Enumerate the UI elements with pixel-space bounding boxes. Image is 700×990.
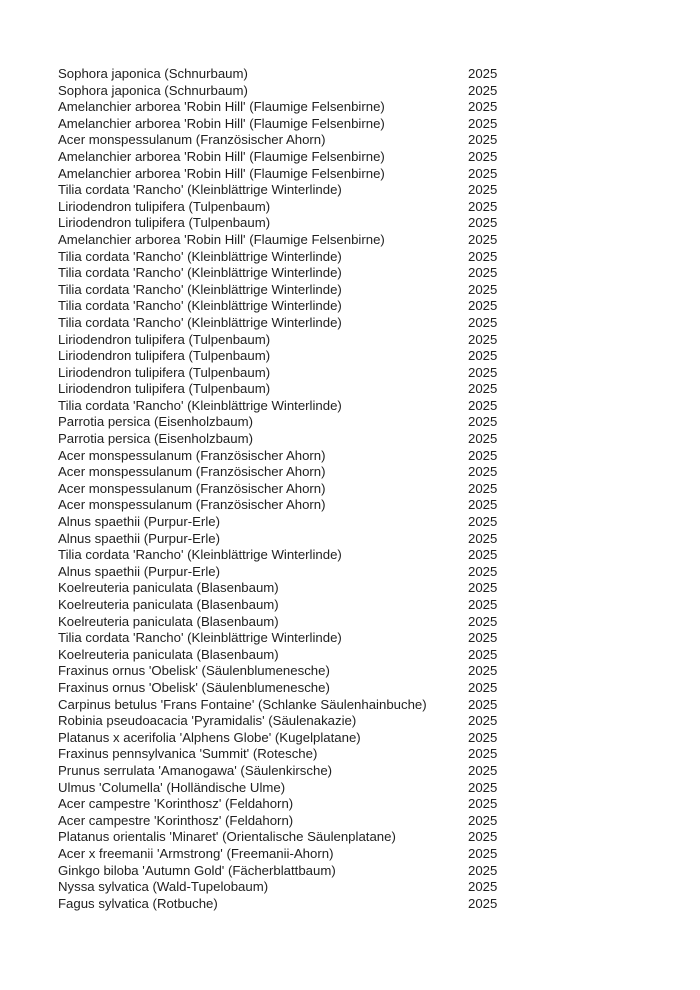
- species-cell: Tilia cordata 'Rancho' (Kleinblättrige Winterlinde): [58, 298, 342, 314]
- year-cell: 2025: [468, 132, 498, 148]
- table-row: [0, 730, 700, 747]
- table-row: [0, 846, 700, 863]
- table-row: [0, 315, 700, 332]
- year-cell: 2025: [468, 381, 498, 397]
- species-cell: Amelanchier arborea 'Robin Hill' (Flaumige Felsenbirne): [58, 99, 385, 115]
- year-cell: 2025: [468, 215, 498, 231]
- table-row: [0, 182, 700, 199]
- species-cell: Ulmus 'Columella' (Holländische Ulme): [58, 779, 286, 795]
- table-row: [0, 796, 700, 813]
- table-row: [0, 829, 700, 846]
- year-cell: 2025: [468, 348, 498, 364]
- table-row: [0, 763, 700, 780]
- year-cell: 2025: [468, 580, 498, 596]
- species-cell: Liriodendron tulipifera (Tulpenbaum): [58, 215, 271, 231]
- year-cell: 2025: [468, 895, 498, 911]
- table-row: [0, 215, 700, 232]
- species-cell: Parrotia persica (Eisenholzbaum): [58, 414, 253, 430]
- year-cell: 2025: [468, 713, 498, 729]
- species-cell: Prunus serrulata 'Amanogawa' (Säulenkirsche): [58, 762, 333, 778]
- year-cell: 2025: [468, 82, 498, 98]
- table-row: [0, 813, 700, 830]
- species-cell: Alnus spaethii (Purpur-Erle): [58, 514, 220, 530]
- year-cell: 2025: [468, 563, 498, 579]
- table-row: [0, 116, 700, 133]
- table-row: [0, 697, 700, 714]
- species-cell: Tilia cordata 'Rancho' (Kleinblättrige Winterlinde): [58, 281, 342, 297]
- table-row: [0, 149, 700, 166]
- year-cell: 2025: [468, 547, 498, 563]
- table-row: [0, 381, 700, 398]
- species-cell: Liriodendron tulipifera (Tulpenbaum): [58, 331, 271, 347]
- table-row: [0, 531, 700, 548]
- year-cell: 2025: [468, 66, 498, 81]
- table-row: [0, 663, 700, 680]
- species-cell: Koelreuteria paniculata (Blasenbaum): [58, 580, 279, 596]
- year-cell: 2025: [468, 613, 498, 629]
- year-cell: 2025: [468, 829, 498, 845]
- table-row: [0, 83, 700, 100]
- table-row: [0, 265, 700, 282]
- species-cell: Alnus spaethii (Purpur-Erle): [58, 530, 220, 546]
- year-cell: 2025: [468, 746, 498, 762]
- year-cell: 2025: [468, 845, 498, 861]
- table-row: [0, 564, 700, 581]
- table-row: [0, 497, 700, 514]
- species-cell: Liriodendron tulipifera (Tulpenbaum): [58, 364, 271, 380]
- year-cell: 2025: [468, 414, 498, 430]
- table-row: [0, 647, 700, 664]
- year-cell: 2025: [468, 165, 498, 181]
- table-row: [0, 332, 700, 349]
- table-row: [0, 132, 700, 149]
- species-cell: Koelreuteria paniculata (Blasenbaum): [58, 613, 279, 629]
- year-cell: 2025: [468, 314, 498, 330]
- species-cell: Parrotia persica (Eisenholzbaum): [58, 431, 253, 447]
- table-row: [0, 365, 700, 382]
- species-cell: Amelanchier arborea 'Robin Hill' (Flaumige Felsenbirne): [58, 148, 385, 164]
- table-row: [0, 232, 700, 249]
- species-cell: Fraxinus ornus 'Obelisk' (Säulenblumenesche): [58, 663, 330, 679]
- species-cell: Koelreuteria paniculata (Blasenbaum): [58, 646, 279, 662]
- year-cell: 2025: [468, 514, 498, 530]
- year-cell: 2025: [468, 796, 498, 812]
- table-row: [0, 580, 700, 597]
- species-cell: Acer x freemanii 'Armstrong' (Freemanii-Ahorn): [58, 845, 334, 861]
- table-row: [0, 879, 700, 896]
- species-cell: Sophora japonica (Schnurbaum): [58, 82, 248, 98]
- table-row: [0, 199, 700, 216]
- table-row: [0, 481, 700, 498]
- year-cell: 2025: [468, 364, 498, 380]
- species-cell: Fraxinus ornus 'Obelisk' (Säulenblumenesche): [58, 679, 330, 695]
- year-cell: 2025: [468, 762, 498, 778]
- year-cell: 2025: [468, 464, 498, 480]
- species-cell: Amelanchier arborea 'Robin Hill' (Flaumige Felsenbirne): [58, 115, 385, 131]
- year-cell: 2025: [468, 447, 498, 463]
- year-cell: 2025: [468, 331, 498, 347]
- species-cell: Acer monspessulanum (Französischer Ahorn): [58, 497, 326, 513]
- year-cell: 2025: [468, 115, 498, 131]
- table-row: [0, 680, 700, 697]
- species-cell: Acer monspessulanum (Französischer Ahorn): [58, 480, 326, 496]
- year-cell: 2025: [468, 182, 498, 198]
- species-cell: Liriodendron tulipifera (Tulpenbaum): [58, 381, 271, 397]
- species-cell: Tilia cordata 'Rancho' (Kleinblättrige Winterlinde): [58, 248, 342, 264]
- species-cell: Acer campestre 'Korinthosz' (Feldahorn): [58, 796, 294, 812]
- table-row: [0, 448, 700, 465]
- species-cell: Fagus sylvatica (Rotbuche): [58, 895, 218, 911]
- year-cell: 2025: [468, 530, 498, 546]
- species-cell: Ginkgo biloba 'Autumn Gold' (Fächerblattbaum): [58, 862, 336, 878]
- year-cell: 2025: [468, 812, 498, 828]
- year-cell: 2025: [468, 198, 498, 214]
- species-cell: Amelanchier arborea 'Robin Hill' (Flaumige Felsenbirne): [58, 231, 385, 247]
- year-cell: 2025: [468, 431, 498, 447]
- year-cell: 2025: [468, 480, 498, 496]
- year-cell: 2025: [468, 679, 498, 695]
- species-cell: Acer monspessulanum (Französischer Ahorn): [58, 132, 326, 148]
- table-row: [0, 249, 700, 266]
- species-cell: Nyssa sylvatica (Wald-Tupelobaum): [58, 879, 269, 895]
- year-cell: 2025: [468, 597, 498, 612]
- year-cell: 2025: [468, 696, 498, 712]
- year-cell: 2025: [468, 265, 498, 281]
- year-cell: 2025: [468, 630, 498, 646]
- species-cell: Platanus orientalis 'Minaret' (Orientalische Säulenplatane): [58, 829, 396, 845]
- species-cell: Tilia cordata 'Rancho' (Kleinblättrige Winterlinde): [58, 182, 342, 198]
- year-cell: 2025: [468, 397, 498, 413]
- year-cell: 2025: [468, 281, 498, 297]
- species-cell: Tilia cordata 'Rancho' (Kleinblättrige Winterlinde): [58, 314, 342, 330]
- species-cell: Carpinus betulus 'Frans Fontaine' (Schlanke Säulenhainbuche): [58, 696, 427, 712]
- species-cell: Sophora japonica (Schnurbaum): [58, 66, 248, 81]
- table-row: [0, 614, 700, 631]
- table-row: [0, 431, 700, 448]
- table-row: [0, 464, 700, 481]
- species-cell: Platanus x acerifolia 'Alphens Globe' (Kugelplatane): [58, 729, 361, 745]
- table-row: [0, 348, 700, 365]
- year-cell: 2025: [468, 663, 498, 679]
- table-row: [0, 166, 700, 183]
- table-row: [0, 630, 700, 647]
- species-cell: Robinia pseudoacacia 'Pyramidalis' (Säulenakazie): [58, 713, 357, 729]
- year-cell: 2025: [468, 148, 498, 164]
- year-cell: 2025: [468, 298, 498, 314]
- table-row: [0, 746, 700, 763]
- table-row: [0, 398, 700, 415]
- year-cell: 2025: [468, 231, 498, 247]
- table-row: [0, 863, 700, 880]
- table-row: [0, 547, 700, 564]
- year-cell: 2025: [468, 248, 498, 264]
- species-cell: Acer monspessulanum (Französischer Ahorn): [58, 447, 326, 463]
- year-cell: 2025: [468, 646, 498, 662]
- table-row: [0, 66, 700, 83]
- year-cell: 2025: [468, 862, 498, 878]
- table-row: [0, 282, 700, 299]
- species-cell: Alnus spaethii (Purpur-Erle): [58, 563, 220, 579]
- species-cell: Tilia cordata 'Rancho' (Kleinblättrige Winterlinde): [58, 265, 342, 281]
- species-cell: Amelanchier arborea 'Robin Hill' (Flaumige Felsenbirne): [58, 165, 385, 181]
- species-cell: Tilia cordata 'Rancho' (Kleinblättrige Winterlinde): [58, 547, 342, 563]
- species-cell: Liriodendron tulipifera (Tulpenbaum): [58, 348, 271, 364]
- table-row: [0, 298, 700, 315]
- table-row: [0, 514, 700, 531]
- year-cell: 2025: [468, 729, 498, 745]
- year-cell: 2025: [468, 497, 498, 513]
- table-row: [0, 414, 700, 431]
- table-row: [0, 780, 700, 797]
- species-cell: Tilia cordata 'Rancho' (Kleinblättrige Winterlinde): [58, 630, 342, 646]
- species-cell: Acer campestre 'Korinthosz' (Feldahorn): [58, 812, 294, 828]
- tree-table: [0, 66, 700, 912]
- species-cell: Tilia cordata 'Rancho' (Kleinblättrige Winterlinde): [58, 397, 342, 413]
- year-cell: 2025: [468, 779, 498, 795]
- table-row: [0, 713, 700, 730]
- species-cell: Koelreuteria paniculata (Blasenbaum): [58, 597, 279, 612]
- species-cell: Acer monspessulanum (Französischer Ahorn): [58, 464, 326, 480]
- table-row: [0, 99, 700, 116]
- table-row: [0, 597, 700, 614]
- species-cell: Fraxinus pennsylvanica 'Summit' (Rotesche): [58, 746, 318, 762]
- year-cell: 2025: [468, 99, 498, 115]
- table-row: [0, 896, 700, 913]
- species-cell: Liriodendron tulipifera (Tulpenbaum): [58, 198, 271, 214]
- year-cell: 2025: [468, 879, 498, 895]
